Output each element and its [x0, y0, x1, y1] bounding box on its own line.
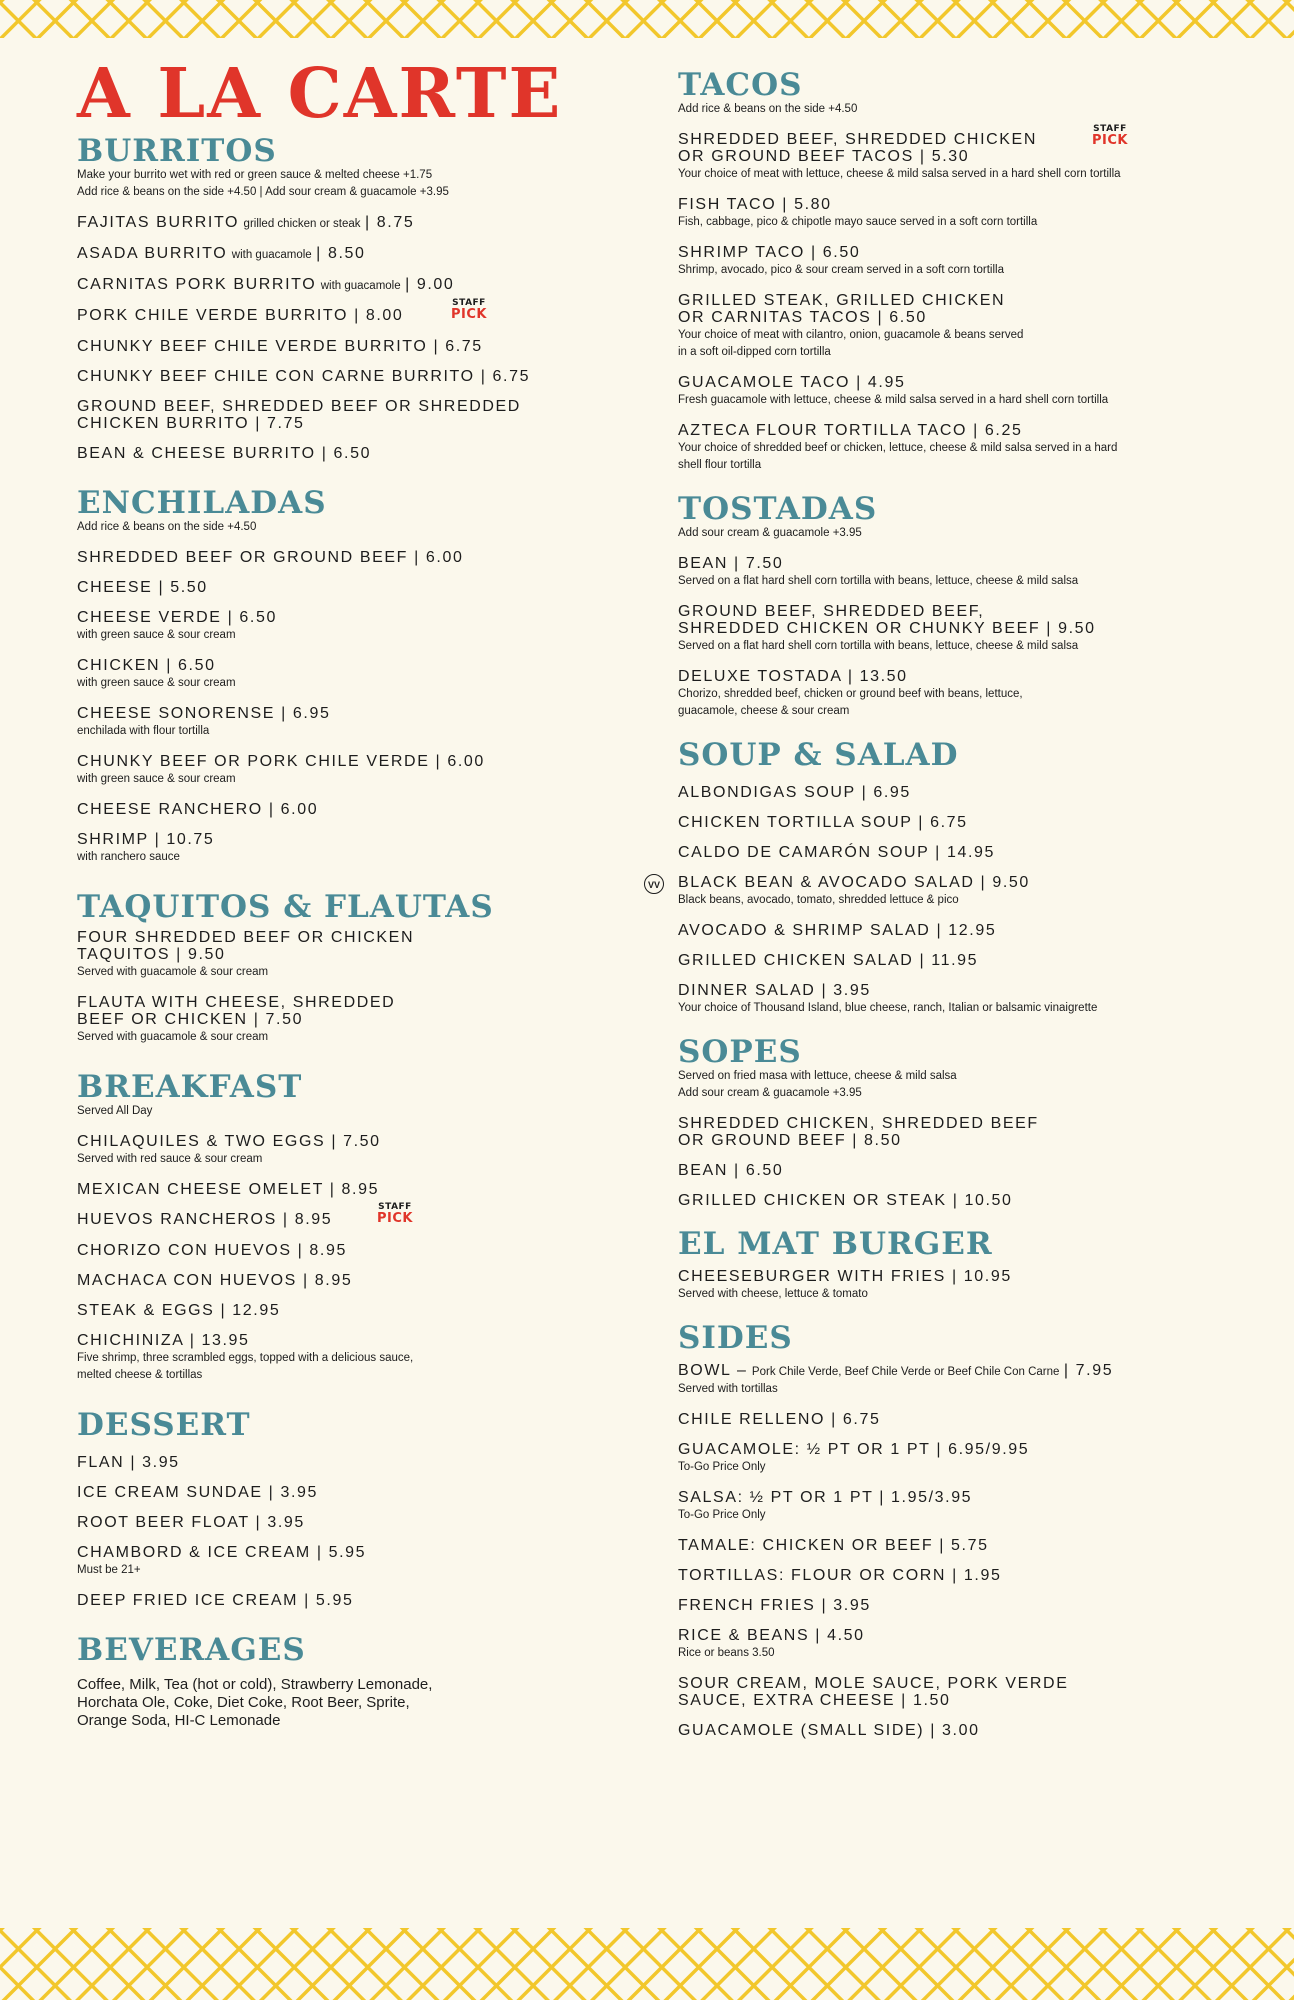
item-name: TAMALE: CHICKEN OR BEEF | 5.75 — [678, 1537, 989, 1554]
item-name: FLAN | 3.95 — [77, 1454, 180, 1471]
item-name: GRILLED CHICKEN SALAD | 11.95 — [678, 952, 979, 969]
menu-item — [77, 214, 657, 232]
section-title-dessert: DESSERT — [77, 1407, 251, 1443]
menu-item — [77, 1302, 657, 1319]
item-name: DEEP FRIED ICE CREAM | 5.95 — [77, 1592, 354, 1609]
menu-item — [678, 603, 1238, 655]
section-title-tostadas: TOSTADAS — [678, 491, 878, 527]
item-desc: Served with guacamole & sour cream — [77, 966, 269, 978]
menu-item — [678, 784, 1238, 801]
item-name: SHREDDED BEEF OR GROUND BEEF | 6.00 — [77, 549, 464, 566]
item-desc: Your choice of Thousand Island, blue cheese, ranch, Italian or balsamic vinaigrette — [678, 1002, 1098, 1014]
item-name: FRENCH FRIES | 3.95 — [678, 1597, 871, 1614]
menu-item — [678, 1115, 1238, 1149]
menu-item — [678, 814, 1238, 831]
menu-item — [647, 874, 1238, 909]
item-name: AVOCADO & SHRIMP SALAD | 12.95 — [678, 922, 997, 939]
menu-item — [77, 298, 657, 325]
item-name: CHEESE | 5.50 — [77, 579, 208, 596]
bottom-pattern-border — [0, 1928, 1294, 2000]
item-inline-desc: with guacamole — [320, 280, 401, 292]
item-price: | 8.75 — [364, 214, 415, 231]
item-desc: Black beans, avocado, tomato, shredded lettuce & pico — [678, 894, 959, 906]
section-title-beverages: BEVERAGES — [77, 1632, 306, 1668]
menu-item — [678, 196, 1238, 231]
menu-item — [77, 579, 657, 596]
section-note: Add rice & beans on the side +4.50 | Add sour cream & guacamole +3.95 — [77, 186, 449, 198]
menu-item — [77, 1332, 657, 1384]
section-note: Make your burrito wet with red or green sauce & melted cheese +1.75 — [77, 169, 433, 181]
vegan-icon: VV — [644, 874, 664, 894]
staff-pick-badge: STAFF PICK — [451, 298, 487, 322]
section-note: Add rice & beans on the side +4.50 — [77, 521, 257, 533]
section-title-breakfast: BREAKFAST — [77, 1069, 303, 1105]
enchiladas-section — [77, 485, 657, 866]
section-note: Add sour cream & guacamole +3.95 — [678, 527, 862, 539]
menu-item — [77, 1133, 657, 1168]
item-desc: with green sauce & sour cream — [77, 677, 236, 689]
sopes-section — [678, 1034, 1238, 1209]
item-name: CHAMBORD & ICE CREAM | 5.95 — [77, 1544, 367, 1561]
menu-item — [77, 609, 657, 644]
section-title-sides: SIDES — [678, 1320, 793, 1356]
menu-item — [77, 276, 657, 294]
item-name: GROUND BEEF, SHREDDED BEEF OR SHREDDED CHICKEN BURRITO | 7.75 — [77, 398, 521, 432]
section-title-burritos: BURRITOS — [77, 133, 277, 169]
soup-salad-section — [647, 737, 1238, 1017]
item-desc: Served with red sauce & sour cream — [77, 1153, 263, 1165]
menu-item — [678, 1162, 1238, 1179]
menu-item — [678, 1268, 1238, 1303]
section-note: Served All Day — [77, 1105, 153, 1117]
item-name: GUACAMOLE (SMALL SIDE) | 3.00 — [678, 1722, 980, 1739]
item-name: STEAK & EGGS | 12.95 — [77, 1302, 281, 1319]
menu-item — [77, 705, 657, 740]
item-name: RICE & BEANS | 4.50 — [678, 1627, 865, 1644]
item-name: GUACAMOLE TACO | 4.95 — [678, 374, 906, 391]
item-name: DINNER SALAD | 3.95 — [678, 982, 871, 999]
menu-item — [678, 1675, 1238, 1709]
item-inline-desc: grilled chicken or steak — [243, 218, 361, 230]
menu-item — [678, 952, 1238, 969]
tacos-section — [678, 67, 1238, 474]
menu-item — [678, 124, 1238, 183]
item-price: | 9.00 — [405, 276, 455, 293]
item-name: CHICHINIZA | 13.95 — [77, 1332, 250, 1349]
burger-section — [678, 1226, 1238, 1303]
menu-item — [678, 1192, 1238, 1209]
beverages-section — [77, 1632, 657, 1730]
item-name: CHEESEBURGER WITH FRIES | 10.95 — [678, 1268, 1012, 1285]
item-name: ROOT BEER FLOAT | 3.95 — [77, 1514, 305, 1531]
menu-item — [678, 1441, 1238, 1476]
menu-item — [678, 1627, 1238, 1662]
item-desc: enchilada with flour tortilla — [77, 725, 210, 737]
section-note: Add sour cream & guacamole +3.95 — [678, 1087, 862, 1099]
item-name: CHUNKY BEEF CHILE CON CARNE BURRITO | 6.75 — [77, 368, 531, 385]
menu-item — [678, 922, 1238, 939]
item-name: BLACK BEAN & AVOCADO SALAD | 9.50 — [678, 874, 1030, 891]
section-note: Add rice & beans on the side +4.50 — [678, 103, 858, 115]
item-name: AZTECA FLOUR TORTILLA TACO | 6.25 — [678, 422, 1023, 439]
item-desc: Fish, cabbage, pico & chipotle mayo sauce served in a soft corn tortilla — [678, 216, 1038, 228]
item-name: ASADA BURRITO — [77, 245, 228, 262]
item-name: BOWL – — [678, 1362, 748, 1379]
menu-item — [77, 1181, 657, 1198]
menu-item — [77, 994, 657, 1046]
item-desc: Your choice of meat with cilantro, onion, guacamole & beans served in a soft oil-dipped corn tortilla — [678, 329, 1024, 358]
item-inline-desc: with guacamole — [231, 249, 312, 261]
item-name: CHEESE VERDE | 6.50 — [77, 609, 277, 626]
item-name: CHEESE RANCHERO | 6.00 — [77, 801, 319, 818]
item-name: CHILAQUILES & TWO EGGS | 7.50 — [77, 1133, 381, 1150]
item-name: BEAN & CHEESE BURRITO | 6.50 — [77, 445, 372, 462]
item-desc: Fresh guacamole with lettuce, cheese & mild salsa served in a hard shell corn tortilla — [678, 394, 1109, 406]
menu-item — [678, 555, 1238, 590]
menu-item — [678, 1537, 1238, 1554]
menu-item — [77, 398, 657, 432]
staff-pick-badge: STAFF PICK — [377, 1202, 413, 1226]
item-name: SHREDDED BEEF, SHREDDED CHICKEN OR GROUND BEEF TACOS | 5.30 — [678, 131, 1037, 165]
item-desc: with green sauce & sour cream — [77, 629, 236, 641]
menu-item — [678, 422, 1238, 474]
burritos-section — [77, 133, 657, 462]
menu-item — [77, 1454, 657, 1471]
beverages-list: Coffee, Milk, Tea (hot or cold), Strawberry Lemonade, Horchata Ole, Coke, Diet Coke, Root Beer, Sprite, Orange Soda, HI-C Lemonade — [77, 1676, 433, 1729]
item-desc: To-Go Price Only — [678, 1461, 766, 1473]
item-name: TORTILLAS: FLOUR OR CORN | 1.95 — [678, 1567, 1002, 1584]
item-inline-desc: Pork Chile Verde, Beef Chile Verde or Beef Chile Con Carne — [751, 1366, 1060, 1378]
item-desc: Chorizo, shredded beef, chicken or ground beef with beans, lettuce, guacamole, cheese & sour cream — [678, 688, 1023, 717]
item-name: CHILE RELLENO | 6.75 — [678, 1411, 881, 1428]
item-name: SHRIMP TACO | 6.50 — [678, 244, 861, 261]
menu-item — [77, 1202, 657, 1229]
menu-item — [77, 549, 657, 566]
menu-item — [77, 445, 657, 462]
tostadas-section — [678, 491, 1238, 720]
item-desc: Served on a flat hard shell corn tortilla with beans, lettuce, cheese & mild salsa — [678, 575, 1079, 587]
menu-item — [77, 1272, 657, 1289]
item-name: CHICKEN TORTILLA SOUP | 6.75 — [678, 814, 968, 831]
menu-item — [678, 292, 1238, 361]
section-note: Served on fried masa with lettuce, cheese & mild salsa — [678, 1070, 957, 1082]
menu-item — [678, 1567, 1238, 1584]
item-name: GUACAMOLE: ½ PT OR 1 PT | 6.95/9.95 — [678, 1441, 1030, 1458]
menu-item — [77, 1514, 657, 1531]
item-name: FAJITAS BURRITO — [77, 214, 240, 231]
menu-item — [678, 982, 1238, 1017]
item-name: FLAUTA WITH CHEESE, SHREDDED BEEF OR CHICKEN | 7.50 — [77, 994, 396, 1028]
section-title-burger: EL MAT BURGER — [678, 1226, 993, 1262]
item-name: GRILLED STEAK, GRILLED CHICKEN OR CARNITAS TACOS | 6.50 — [678, 292, 1006, 326]
item-name: BEAN | 7.50 — [678, 555, 784, 572]
item-name: FOUR SHREDDED BEEF OR CHICKEN TAQUITOS | 9.50 — [77, 929, 415, 963]
item-name: CHORIZO CON HUEVOS | 8.95 — [77, 1242, 347, 1259]
item-desc: Served with cheese, lettuce & tomato — [678, 1288, 868, 1300]
item-name: CHUNKY BEEF CHILE VERDE BURRITO | 6.75 — [77, 338, 483, 355]
menu-item — [678, 844, 1238, 861]
menu-item — [678, 668, 1238, 720]
item-desc: To-Go Price Only — [678, 1509, 766, 1521]
taquitos-section — [77, 889, 657, 1046]
item-desc: with green sauce & sour cream — [77, 773, 236, 785]
menu-item — [678, 1597, 1238, 1614]
item-price: | 7.95 — [1063, 1362, 1114, 1379]
item-desc: Shrimp, avocado, pico & sour cream served in a soft corn tortilla — [678, 264, 1004, 276]
item-desc: with ranchero sauce — [77, 851, 180, 863]
menu-item — [678, 1362, 1238, 1398]
menu-item — [77, 1242, 657, 1259]
menu-item — [77, 753, 657, 788]
menu-item — [77, 801, 657, 818]
right-column — [647, 67, 1238, 1765]
item-name: CHEESE SONORENSE | 6.95 — [77, 705, 331, 722]
section-title-soup-salad: SOUP & SALAD — [678, 737, 959, 773]
item-name: SHRIMP | 10.75 — [77, 831, 215, 848]
menu-item — [77, 831, 657, 866]
item-name: HUEVOS RANCHEROS | 8.95 — [77, 1211, 333, 1228]
item-name: MEXICAN CHEESE OMELET | 8.95 — [77, 1181, 380, 1198]
item-name: SOUR CREAM, MOLE SAUCE, PORK VERDE SAUCE, EXTRA CHEESE | 1.50 — [678, 1675, 1069, 1709]
item-name: CHUNKY BEEF OR PORK CHILE VERDE | 6.00 — [77, 753, 485, 770]
section-title-sopes: SOPES — [678, 1034, 802, 1070]
item-name: SALSA: ½ PT OR 1 PT | 1.95/3.95 — [678, 1489, 973, 1506]
item-desc: Must be 21+ — [77, 1564, 141, 1576]
item-name: CHICKEN | 6.50 — [77, 657, 216, 674]
item-name: CALDO DE CAMARÓN SOUP | 14.95 — [678, 844, 996, 861]
menu-item — [77, 245, 657, 263]
menu-item — [77, 338, 657, 355]
menu-item — [678, 1722, 1238, 1739]
item-name: DELUXE TOSTADA | 13.50 — [678, 668, 908, 685]
item-desc: Your choice of meat with lettuce, cheese & mild salsa served in a hard shell corn tortilla — [678, 168, 1121, 180]
breakfast-section — [77, 1069, 657, 1384]
menu-item — [77, 1484, 657, 1501]
item-price: | 8.50 — [316, 245, 366, 262]
item-name: ICE CREAM SUNDAE | 3.95 — [77, 1484, 319, 1501]
item-name: BEAN | 6.50 — [678, 1162, 784, 1179]
page-title: A LA CARTE — [77, 54, 563, 134]
menu-item — [77, 1592, 657, 1609]
menu-item — [77, 1544, 657, 1579]
item-name: MACHACA CON HUEVOS | 8.95 — [77, 1272, 353, 1289]
item-desc: Your choice of shredded beef or chicken, lettuce, cheese & mild salsa served in a hard shell flour tortilla — [678, 442, 1118, 471]
menu-item — [678, 244, 1238, 279]
item-name: ALBONDIGAS SOUP | 6.95 — [678, 784, 911, 801]
item-name: GROUND BEEF, SHREDDED BEEF, SHREDDED CHICKEN OR CHUNKY BEEF | 9.50 — [678, 603, 1096, 637]
dessert-section — [77, 1407, 657, 1609]
item-name: GRILLED CHICKEN OR STEAK | 10.50 — [678, 1192, 1013, 1209]
item-desc: Served on a flat hard shell corn tortilla with beans, lettuce, cheese & mild salsa — [678, 640, 1079, 652]
item-desc: Served with tortillas — [678, 1383, 778, 1395]
item-name: FISH TACO | 5.80 — [678, 196, 832, 213]
top-pattern-border — [0, 0, 1294, 38]
item-desc: Served with guacamole & sour cream — [77, 1031, 269, 1043]
menu-item — [77, 368, 657, 385]
menu-item — [678, 1489, 1238, 1524]
item-desc: Five shrimp, three scrambled eggs, topped with a delicious sauce, melted cheese & tortillas — [77, 1352, 414, 1381]
menu-item — [77, 929, 657, 981]
section-title-tacos: TACOS — [678, 67, 803, 103]
section-title-taquitos: TAQUITOS & FLAUTAS — [77, 889, 494, 925]
item-name: CARNITAS PORK BURRITO — [77, 276, 317, 293]
menu-item — [77, 657, 657, 692]
item-name: PORK CHILE VERDE BURRITO | 8.00 — [77, 307, 404, 324]
left-column — [77, 54, 657, 1756]
menu-item — [678, 1411, 1238, 1428]
staff-pick-badge: STAFF PICK — [1092, 124, 1128, 148]
section-title-enchiladas: ENCHILADAS — [77, 485, 327, 521]
sides-section — [678, 1320, 1238, 1739]
item-name: SHREDDED CHICKEN, SHREDDED BEEF OR GROUND BEEF | 8.50 — [678, 1115, 1039, 1149]
menu-item — [678, 374, 1238, 409]
item-desc: Rice or beans 3.50 — [678, 1647, 775, 1659]
